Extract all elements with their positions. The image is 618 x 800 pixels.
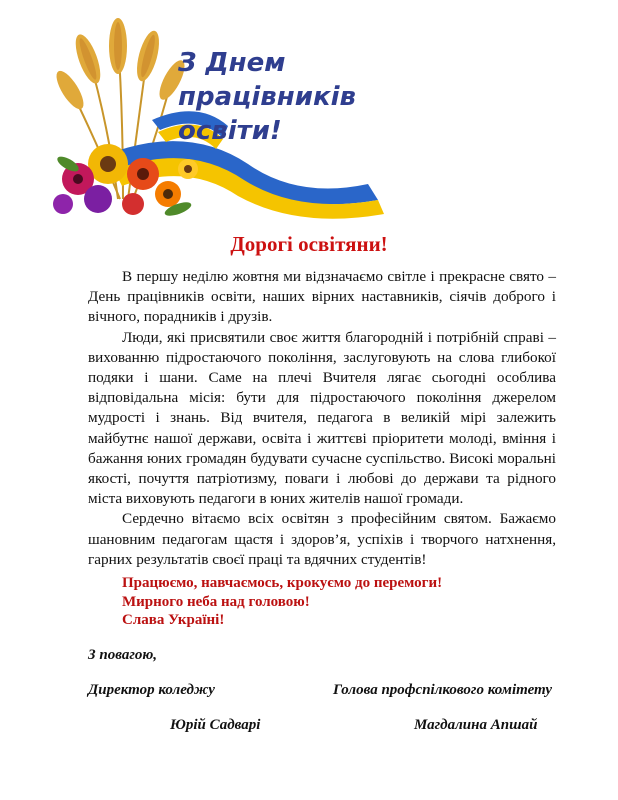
slogan-3: Слава Україні!: [122, 612, 225, 628]
greeting-heading: Дорогі освітяни!: [230, 232, 388, 256]
right-signatory-title: Голова профспілкового комітету: [333, 682, 553, 698]
left-signatory-title: Директор коледжу: [88, 682, 215, 698]
left-signatory-name: Юрій Садварі: [170, 717, 261, 733]
slogan-1: Працюємо, навчаємось, крокуємо до перемоги!: [122, 575, 443, 591]
header-title-line-2: працівників: [178, 82, 356, 112]
header-title-line-3: освіти!: [178, 116, 282, 146]
slogan-2: Мирного неба над головою!: [122, 593, 310, 610]
slogans: [122, 574, 442, 630]
header-title: [178, 46, 356, 148]
right-signatory-name: Магдалина Апшай: [414, 717, 538, 733]
greeting-card-header: [48, 14, 448, 219]
paragraph-2: Люди, які присвятили своє життя благородній і потрібній справі – вихованню підростаючого покоління, заслуговують на слова глибокої подяки і шани. Саме на плечі Вчителя лягає сьогодні особлива відповідальна місія: бути для підростаючого покоління джерелом мудрості і знань. Від вчителя, педагога в великій мірі залежить майбутнє нашої держави, освіта і життєві пріоритети молоді, вміння і бажання юних громадян будувати сучасне суспільство. Високі моральні якості, почуття патріотизму, поваги і любові до держави та рідного міста виховують педагоги в юних жителів нашої громади.: [88, 328, 556, 508]
paragraph-1: В першу неділю жовтня ми відзначаємо світле і прекрасне свято – День працівників освіти, наших вірних наставників, сіячів доброго і вічного, порадників і друзів.: [88, 268, 556, 326]
paragraph-3: Сердечно вітаємо всіх освітян з професійним святом. Бажаємо шановним педагогам щастя і здоров’я, успіхів і творчого натхнення, гарних результатів своєї праці та вдячних студентів!: [88, 510, 556, 568]
closing-line: З повагою,: [88, 647, 158, 663]
letter-body: [88, 267, 556, 570]
header-title-line-1: З Днем: [178, 48, 286, 78]
